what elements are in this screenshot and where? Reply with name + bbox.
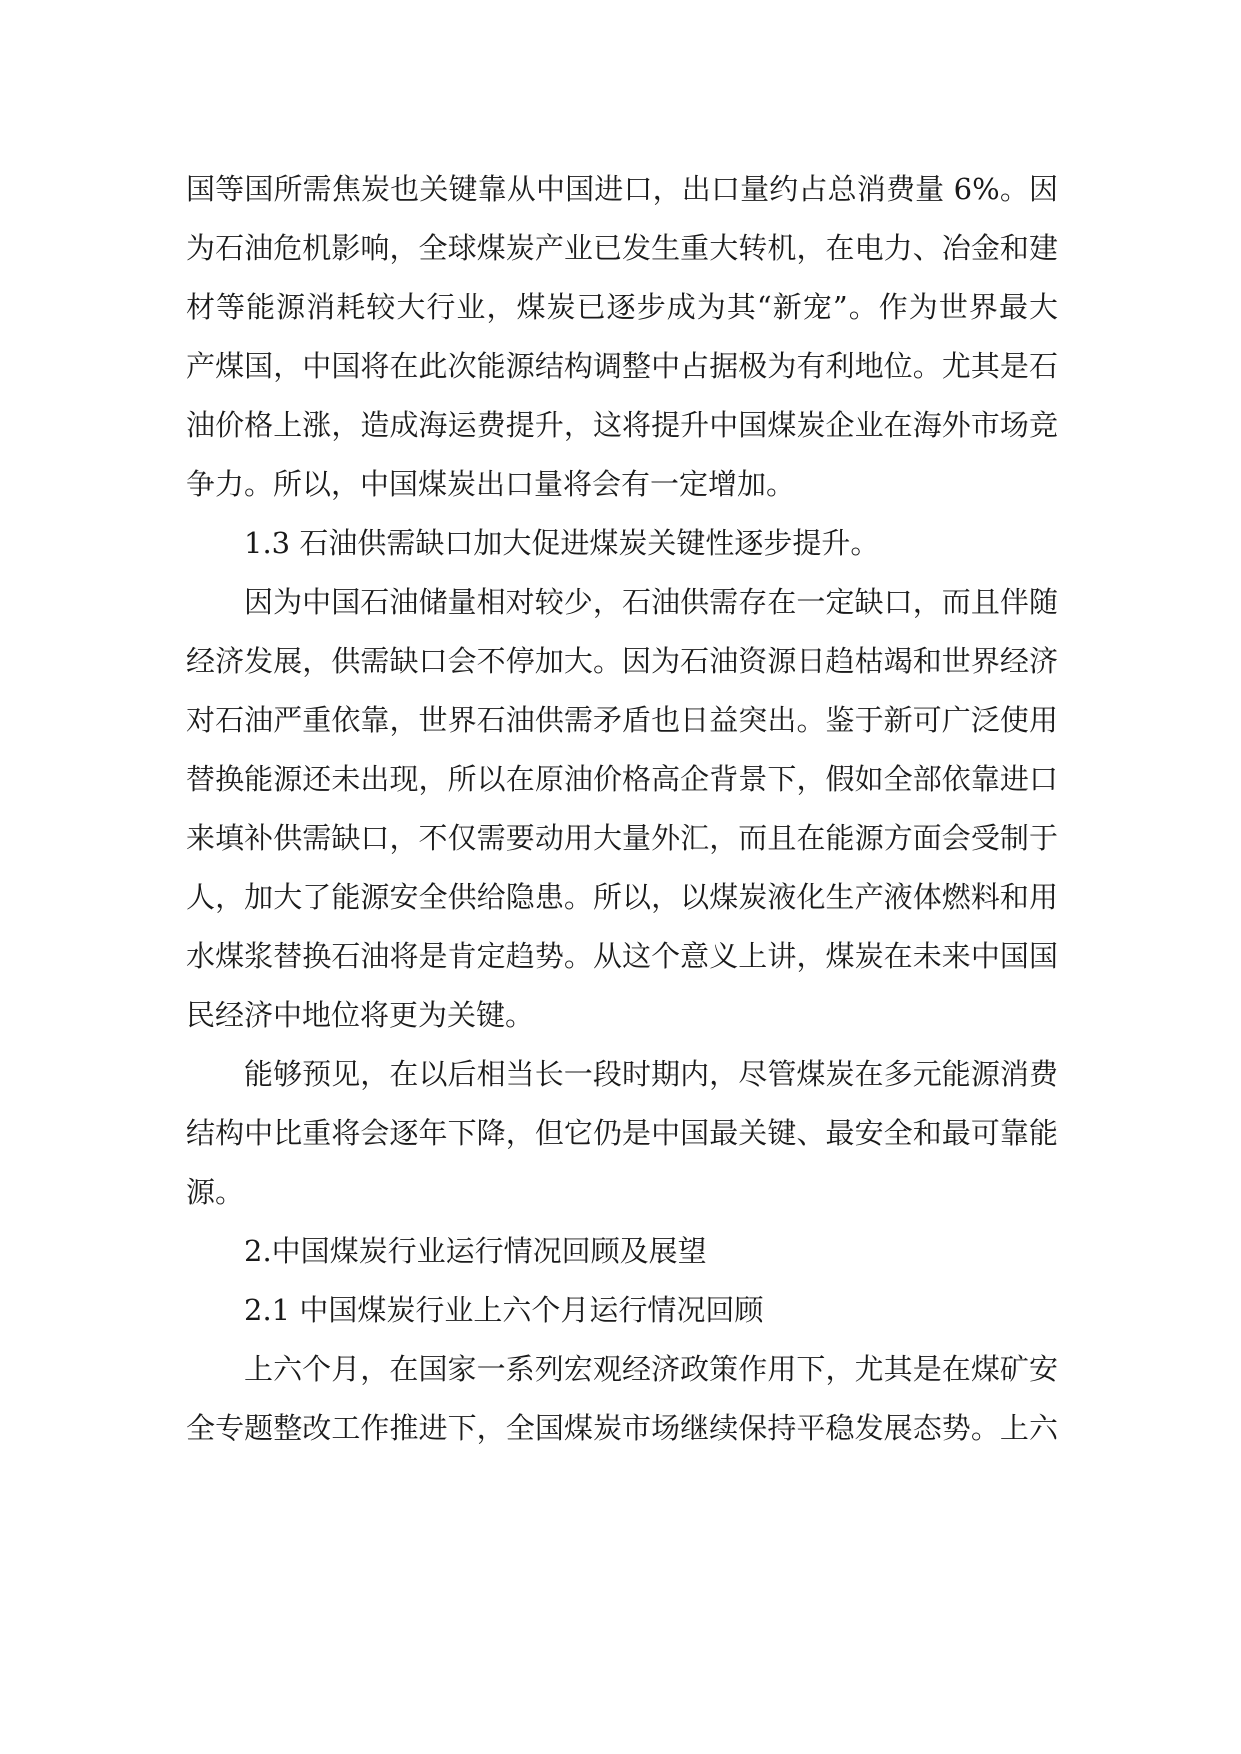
paragraph-line: 油价格上涨，造成海运费提升，这将提升中国煤炭企业在海外市场竞 bbox=[186, 408, 1058, 442]
paragraph-line: 国等国所需焦炭也关键靠从中国进口，出口量约占总消费量 6%。因 bbox=[186, 172, 1058, 206]
paragraph-line: 替换能源还未出现，所以在原油价格高企背景下，假如全部依靠进口 bbox=[186, 762, 1058, 796]
paragraph-line: 源。 bbox=[186, 1175, 245, 1209]
paragraph-line: 上六个月，在国家一系列宏观经济政策作用下，尤其是在煤矿安 bbox=[244, 1352, 1058, 1386]
section-heading: 1.3 石油供需缺口加大促进煤炭关键性逐步提升。 bbox=[244, 526, 880, 560]
paragraph-line: 因为中国石油储量相对较少，石油供需存在一定缺口，而且伴随 bbox=[244, 585, 1058, 619]
paragraph-line: 结构中比重将会逐年下降，但它仍是中国最关键、最安全和最可靠能 bbox=[186, 1116, 1058, 1150]
paragraph-line: 水煤浆替换石油将是肯定趋势。从这个意义上讲，煤炭在未来中国国 bbox=[186, 939, 1058, 973]
paragraph-line: 产煤国，中国将在此次能源结构调整中占据极为有利地位。尤其是石 bbox=[186, 349, 1058, 383]
paragraph-line: 争力。所以，中国煤炭出口量将会有一定增加。 bbox=[186, 467, 796, 501]
paragraph-line: 材等能源消耗较大行业，煤炭已逐步成为其“新宠”。作为世界最大 bbox=[186, 290, 1058, 324]
section-heading: 2.中国煤炭行业运行情况回顾及展望 bbox=[244, 1234, 707, 1268]
paragraph-line: 来填补供需缺口，不仅需要动用大量外汇，而且在能源方面会受制于 bbox=[186, 821, 1058, 855]
paragraph-line: 人，加大了能源安全供给隐患。所以，以煤炭液化生产液体燃料和用 bbox=[186, 880, 1058, 914]
paragraph-line: 全专题整改工作推进下，全国煤炭市场继续保持平稳发展态势。上六 bbox=[186, 1411, 1058, 1445]
paragraph-line: 经济发展，供需缺口会不停加大。因为石油资源日趋枯竭和世界经济 bbox=[186, 644, 1058, 678]
paragraph-line: 民经济中地位将更为关键。 bbox=[186, 998, 535, 1032]
document-body bbox=[186, 160, 1058, 1458]
subsection-heading: 2.1 中国煤炭行业上六个月运行情况回顾 bbox=[244, 1293, 764, 1327]
paragraph-line: 能够预见，在以后相当长一段时期内，尽管煤炭在多元能源消费 bbox=[244, 1057, 1058, 1091]
paragraph-line: 对石油严重依靠，世界石油供需矛盾也日益突出。鉴于新可广泛使用 bbox=[186, 703, 1058, 737]
paragraph-line: 为石油危机影响，全球煤炭产业已发生重大转机，在电力、冶金和建 bbox=[186, 231, 1058, 265]
